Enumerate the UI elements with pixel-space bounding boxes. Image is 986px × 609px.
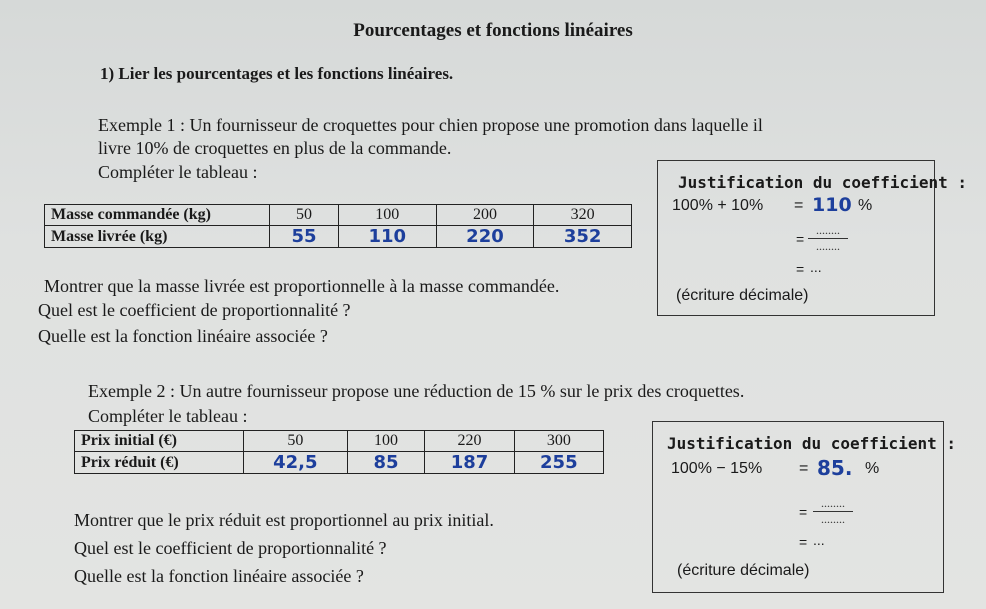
ex1-question-1: Montrer que la masse livrée est proportionnelle à la masse commandée.: [44, 276, 560, 296]
ex2-table: [74, 430, 604, 474]
table-cell: 50: [244, 431, 348, 452]
ex1-instruction: Compléter le tableau :: [98, 162, 258, 182]
table-cell: 200: [436, 205, 534, 226]
table-row: [75, 431, 604, 452]
decimal-blank[interactable]: ...: [810, 259, 822, 275]
justification-title: Justification du coefficient :: [678, 173, 967, 192]
fraction-blank[interactable]: [813, 496, 853, 527]
ex2-instruction: Compléter le tableau :: [88, 406, 248, 426]
fraction-equals: =: [799, 504, 808, 520]
ex2-intro: Exemple 2 : Un autre fournisseur propose une réduction de 15 % sur le prix des croquettes.: [88, 381, 745, 401]
decimal-equals: =: [796, 261, 805, 277]
table-row: [45, 226, 632, 248]
handwritten-cell[interactable]: 42,5: [244, 452, 348, 474]
table-cell: 300: [514, 431, 603, 452]
handwritten-cell[interactable]: 55: [270, 226, 339, 248]
decimal-note: (écriture décimale): [677, 562, 810, 579]
fraction-equals: =: [796, 231, 805, 247]
table-header-cell: Masse livrée (kg): [45, 226, 270, 248]
decimal-equals: =: [799, 534, 808, 550]
percent-sign: %: [865, 460, 880, 477]
equation-left: 100% − 15%: [671, 460, 763, 477]
percent-sign: %: [858, 197, 873, 214]
fraction-numerator: ........: [808, 223, 848, 239]
table-row: [45, 205, 632, 226]
table-cell: 100: [338, 205, 436, 226]
table-cell: 320: [534, 205, 632, 226]
handwritten-cell[interactable]: 85: [347, 452, 425, 474]
fraction-denominator: ........: [821, 512, 845, 526]
ex2-question-1: Montrer que le prix réduit est proportionnel au prix initial.: [74, 510, 494, 530]
fraction-denominator: ........: [816, 239, 840, 253]
equals-sign: =: [794, 197, 804, 214]
ex2-question-2: Quel est le coefficient de proportionnalité ?: [74, 538, 387, 558]
fraction-numerator: ........: [813, 496, 853, 512]
ex1-intro-line2: livre 10% de croquettes en plus de la commande.: [98, 138, 452, 158]
decimal-note: (écriture décimale): [676, 287, 809, 304]
ex1-question-3: Quelle est la fonction linéaire associée ?: [38, 326, 328, 346]
ex2-justification-box: [652, 421, 956, 593]
handwritten-cell[interactable]: 110: [338, 226, 436, 248]
ex1-question-2: Quel est le coefficient de proportionnalité ?: [38, 300, 351, 320]
table-cell: 50: [270, 205, 339, 226]
justification-title: Justification du coefficient :: [667, 434, 956, 453]
handwritten-cell[interactable]: 187: [425, 452, 514, 474]
handwritten-cell[interactable]: 352: [534, 226, 632, 248]
table-row: [75, 452, 604, 474]
page-title: Pourcentages et fonctions linéaires: [353, 20, 633, 41]
fraction-blank[interactable]: [808, 223, 848, 254]
handwritten-cell[interactable]: 255: [514, 452, 603, 474]
ex2-question-3: Quelle est la fonction linéaire associée ?: [74, 566, 364, 586]
decimal-blank[interactable]: ...: [813, 532, 825, 548]
table-header-cell: Masse commandée (kg): [45, 205, 270, 226]
handwritten-answer[interactable]: 85.: [817, 456, 853, 480]
ex1-justification-box: [657, 160, 967, 316]
table-cell: 100: [347, 431, 425, 452]
table-cell: 220: [425, 431, 514, 452]
section-heading: 1) Lier les pourcentages et les fonctions linéaires.: [100, 64, 454, 83]
handwritten-cell[interactable]: 220: [436, 226, 534, 248]
equation-left: 100% + 10%: [672, 197, 764, 214]
ex1-intro-line1: Exemple 1 : Un fournisseur de croquettes pour chien propose une promotion dans laquelle il: [98, 115, 763, 135]
table-header-cell: Prix initial (€): [75, 431, 244, 452]
equals-sign: =: [799, 460, 809, 477]
table-header-cell: Prix réduit (€): [75, 452, 244, 474]
handwritten-answer[interactable]: 110: [812, 194, 852, 216]
ex1-table: [44, 204, 632, 248]
